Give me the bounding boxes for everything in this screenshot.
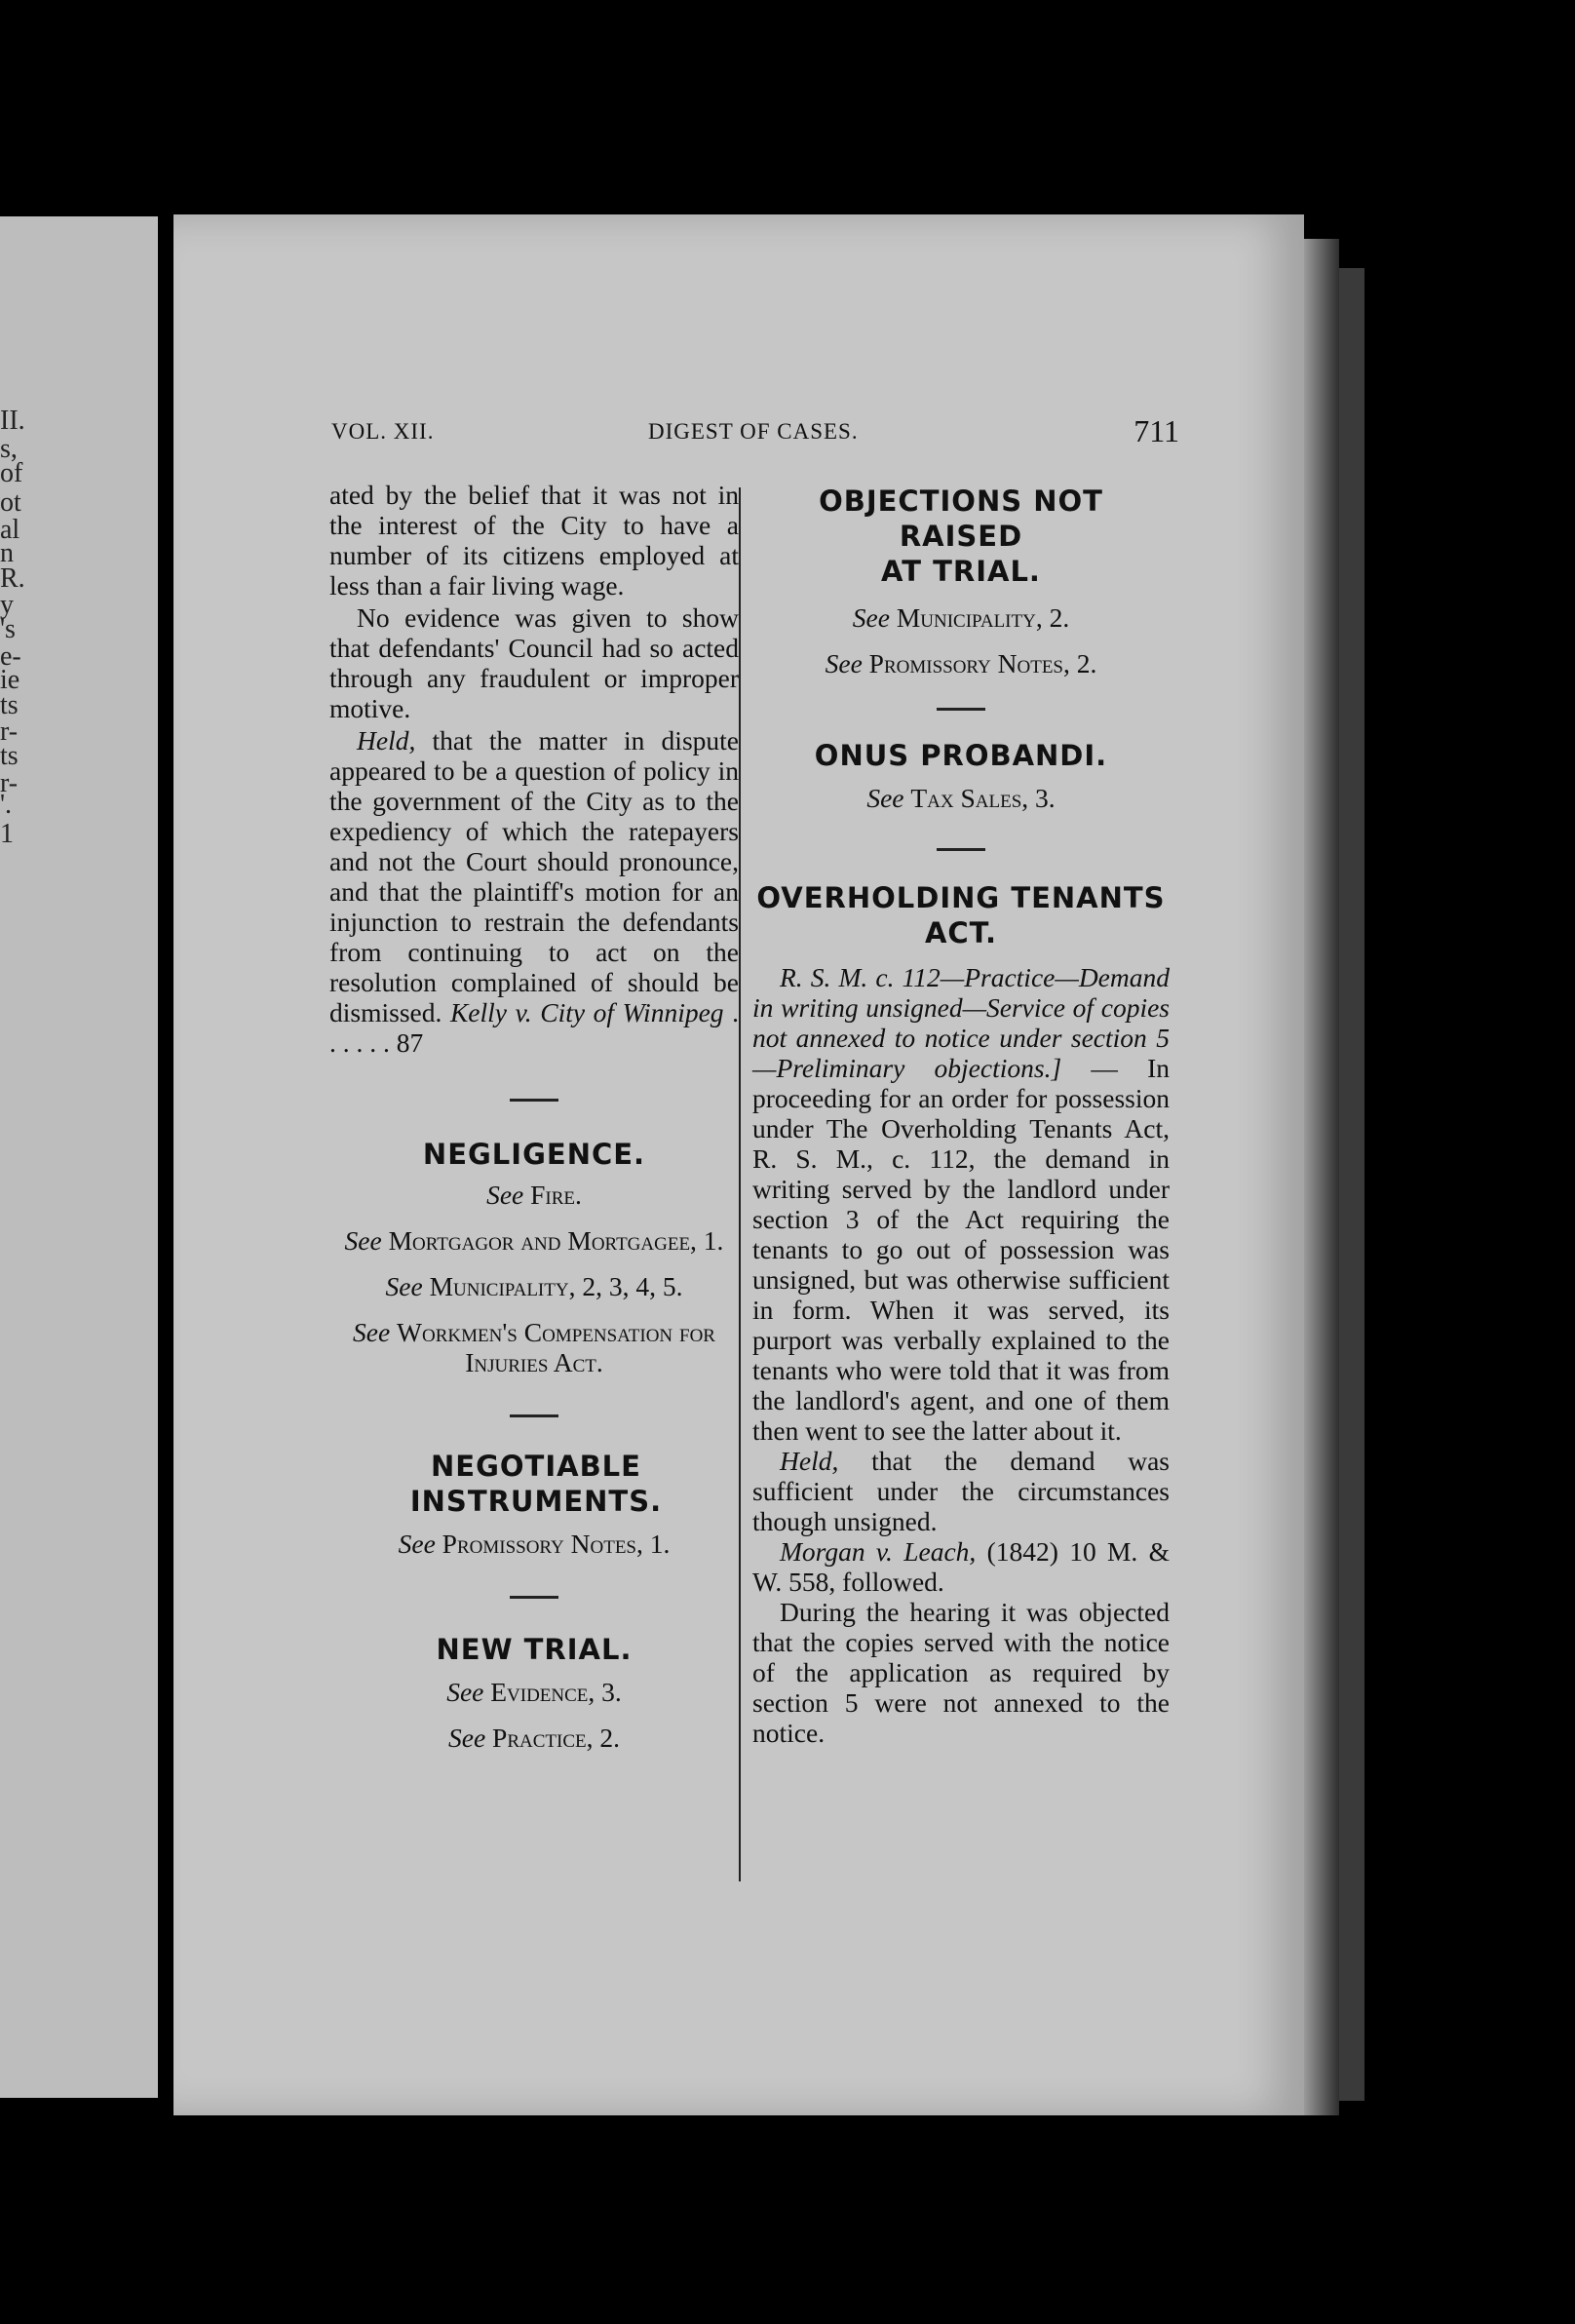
see-label: See [448,1723,486,1753]
fragment: al [0,515,20,545]
see-label: See [446,1677,484,1707]
page-reference: . . . . . . 87 [329,997,740,1058]
see-label: See [353,1317,391,1347]
fragment: ts [0,741,19,771]
headnote-text: — In proceeding for an order for possession under The Overholding Tenants Act, R. S. M., c. 112, the demand in writing served by the landlord under section 3 of the Act requiring the tenants to go out of possession was unsigned, but was otherwise sufficient in form. When it was served, its purport was verbally explained to the tenants who were told that it was from the landlord's agent, and one of them then went to see the latter about it. [752,1053,1170,1446]
see-target: Municipality, 2. [896,602,1070,633]
fragment: s, [0,434,18,464]
section-rule [937,708,985,711]
see-label: See [866,783,904,813]
left-column [329,480,739,1753]
case-text: (1842) 10 M. & W. 558, followed. [752,1536,1170,1597]
cross-reference [329,1677,739,1707]
fragment: 1 [0,819,14,849]
paragraph: No evidence was given to show that defendants' Council had so acted through any fraudulent or improper motive. [329,602,739,723]
see-label: See [852,602,890,633]
volume-label: VOL. XII. [331,419,435,444]
see-target: Mortgagor and Mortgagee, 1. [388,1225,724,1256]
fragment: r- [0,717,19,747]
fragment: ot [0,487,21,518]
see-label: See [825,648,863,678]
running-header [331,413,1179,458]
heading-negligence: NEGLIGENCE. [422,1138,646,1171]
cross-reference [329,1317,739,1377]
heading-negotiable-instruments: NEGOTIABLE INSTRUMENTS. [409,1450,663,1518]
case-citation: Kelly v. City of Winnipeg [449,997,724,1027]
section-rule [510,1596,558,1599]
case-citation: Morgan v. Leach, [780,1536,977,1567]
fragment: R. [0,563,25,594]
section-rule [937,848,985,851]
see-target: Practice, 2. [492,1723,620,1753]
cross-reference [329,1723,739,1753]
fragment: y [0,590,14,620]
paragraph: ated by the belief that it was not in the interest of the City to have a number of its citizens employed at less than a fair living wage. [329,480,739,600]
book-spine-shadow [1339,268,1364,2101]
cross-reference [329,1180,739,1210]
heading-objections-line2: AT TRIAL. [881,555,1041,588]
heading-onus-probandi: ONUS PROBANDI. [814,739,1108,772]
fragment: II. [0,406,25,436]
see-label: See [385,1271,423,1301]
page-number: 711 [1133,413,1179,448]
case-paragraph [752,1536,1170,1597]
see-target: Municipality, 2, 3, 4, 5. [429,1271,683,1301]
heading-overholding-line1: OVERHOLDING TENANTS [756,881,1166,914]
cross-reference [752,783,1170,813]
cross-reference [329,1271,739,1301]
fragment: '. [0,790,13,820]
column-divider [739,487,741,1881]
summary-paragraph [752,962,1170,1446]
page-stack-edge [1304,239,1339,2115]
fragment: ie [0,665,20,695]
fragment: 's [0,614,16,644]
held-label: Held, [780,1446,839,1476]
cross-reference [752,648,1170,678]
see-label: See [344,1225,382,1256]
held-paragraph [329,725,739,1058]
see-target: Promissory Notes, 1. [442,1529,671,1559]
see-target: Tax Sales, 3. [910,783,1056,813]
cross-reference [329,1225,739,1256]
cross-reference [752,602,1170,633]
heading-new-trial: NEW TRIAL. [436,1633,633,1666]
see-target: Evidence, 3. [490,1677,622,1707]
paragraph: During the hearing it was objected that the copies served with the notice of the application as required by section 5 were not annexed to the notice. [752,1597,1170,1748]
fragment: e- [0,641,21,672]
see-target: Promissory Notes, 2. [868,648,1097,678]
see-label: See [398,1529,436,1559]
held-label: Held, [357,725,416,755]
fragment: r- [0,768,19,798]
right-column [752,484,1170,1748]
running-title: DIGEST OF CASES. [648,419,859,444]
section-rule [510,1414,558,1417]
fragment: n [0,538,14,568]
heading-objections-line1: OBJECTIONS NOT RAISED [819,484,1103,553]
see-target: Workmen's Compensation for Injuries Act. [397,1317,715,1377]
held-paragraph [752,1446,1170,1536]
cross-reference [329,1529,739,1559]
fragment: of [0,458,23,488]
section-rule [510,1099,558,1102]
fragment: ts [0,690,19,720]
held-text: that the matter in dispute appeared to be a question of policy in the government of the City as to the expediency of which the ratepayers and not the Court should pronounce, and that the plaintiff's motion for an injunction to restrain the defendants from continuing to act on the resolution complained of should be dismissed. [329,725,739,1027]
see-label: See [486,1180,524,1210]
see-target: Fire. [530,1180,582,1210]
held-text: that the demand was sufficient under the circumstances though unsigned. [752,1446,1170,1536]
previous-page-edge [0,216,158,2098]
heading-overholding-line2: ACT. [924,916,998,949]
headnote-italic: R. S. M. c. 112—Practice—Demand in writing unsigned—Service of copies not annexed to notice under section 5—Preliminary objections.] [752,962,1170,1083]
